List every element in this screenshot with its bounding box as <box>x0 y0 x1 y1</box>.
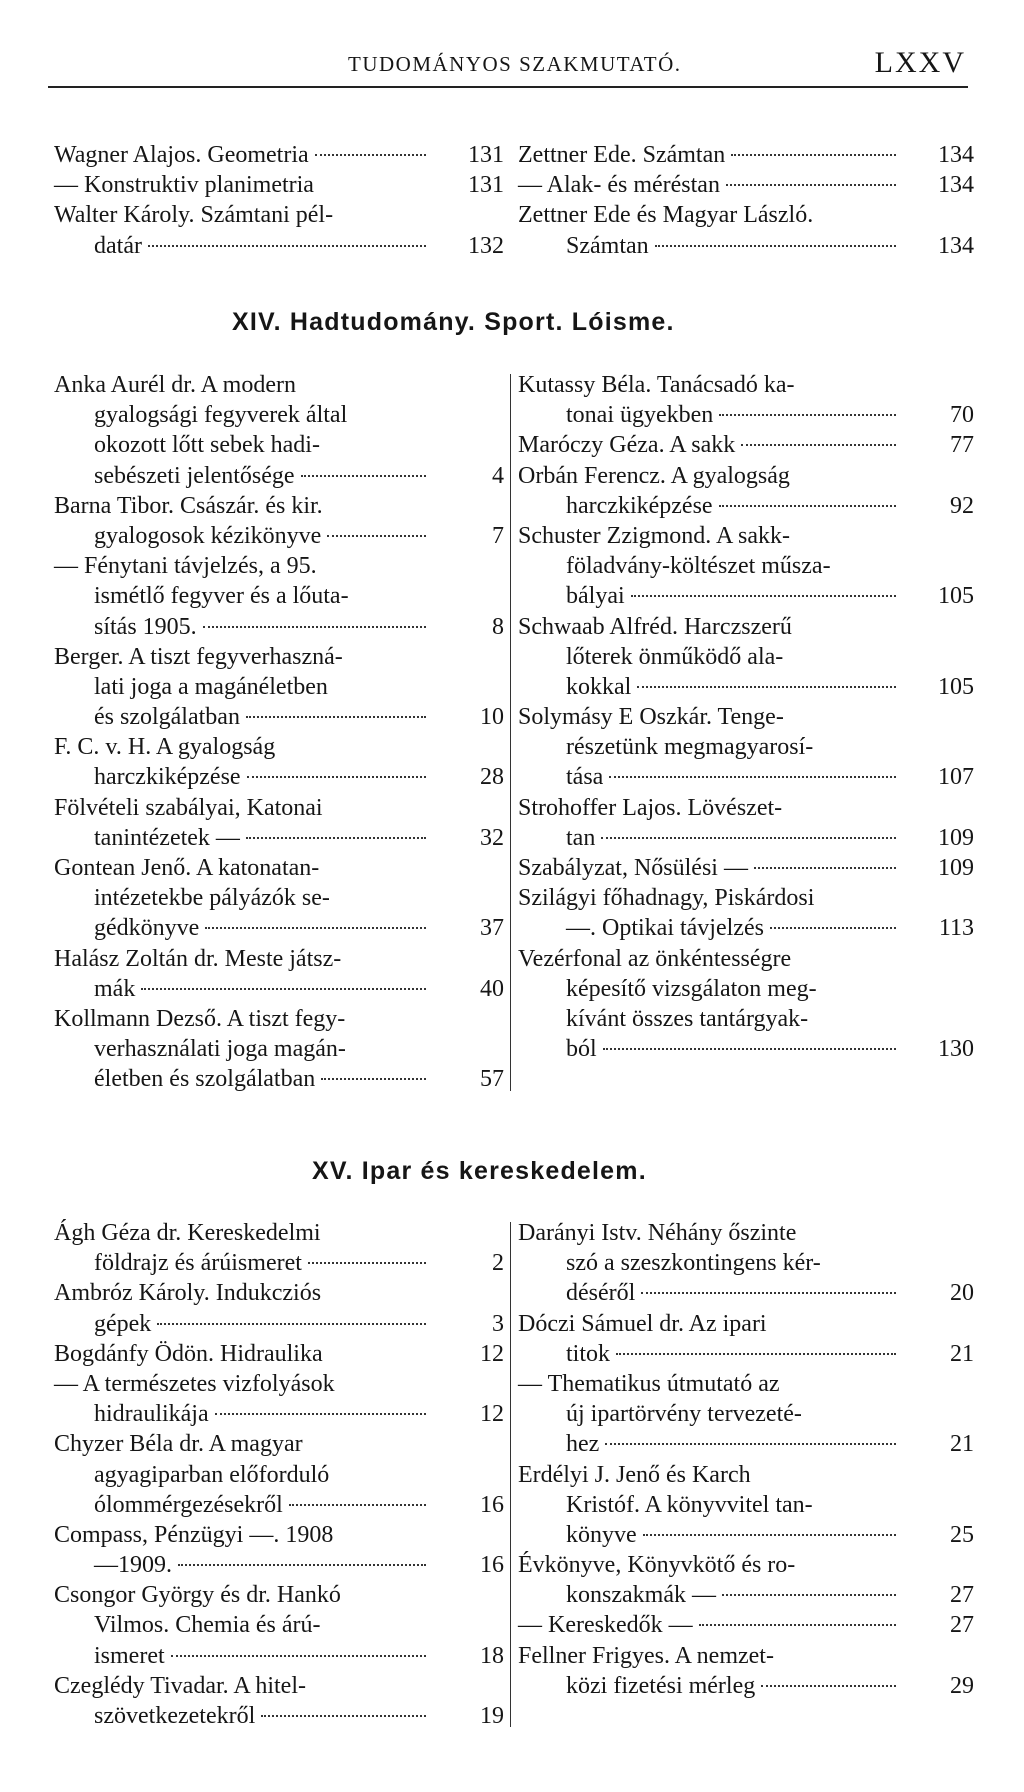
page-ref: 18 <box>480 1642 504 1669</box>
page-ref: 16 <box>480 1491 504 1518</box>
running-head <box>48 38 976 86</box>
entry-text: sítás 1905. <box>94 613 197 640</box>
dot-leader <box>719 505 896 507</box>
entry-text: kívánt összes tantárgyak- <box>566 1005 809 1032</box>
entry-text: Évkönyve, Könyvkötő és ro- <box>518 1552 796 1579</box>
index-line <box>0 1034 1024 1064</box>
dot-leader <box>603 1048 896 1050</box>
page-ref: 3 <box>492 1310 504 1337</box>
entry-text: új ipartörvény tervezeté- <box>566 1401 802 1428</box>
right-column <box>0 370 1024 1064</box>
page-ref: 12 <box>480 1401 504 1428</box>
entry-text: sebészeti jelentősége <box>94 462 295 489</box>
page-ref: 28 <box>480 764 504 791</box>
entry-text: hez <box>566 1431 600 1458</box>
entry-text: szövetkezetekről <box>94 1703 256 1729</box>
entry-text: Schuster Zzigmond. A sakk- <box>518 522 790 549</box>
entry-text: Számtan <box>566 232 649 259</box>
index-line <box>0 1520 1024 1550</box>
entry-text: Halász Zoltán dr. Meste játsz- <box>54 945 342 972</box>
index-line <box>0 140 1024 170</box>
page-ref: 134 <box>938 172 974 199</box>
index-line <box>0 853 1024 883</box>
page-ref: 2 <box>492 1250 504 1277</box>
entry-text: Ambróz Károly. Indukcziós <box>54 1280 322 1307</box>
entry-text: részetünk megmagyarosí- <box>566 734 814 761</box>
index-line <box>0 551 1024 581</box>
page-ref: 40 <box>480 975 504 1002</box>
entry-text: bályai <box>566 583 625 610</box>
index-line <box>0 170 1024 200</box>
entry-text: datár <box>94 232 142 259</box>
index-line <box>0 913 1024 943</box>
entry-text: gédkönyve <box>94 915 200 942</box>
entry-text: déséről <box>566 1280 636 1307</box>
page-ref: 10 <box>480 704 504 731</box>
dot-leader <box>643 1534 896 1536</box>
entry-text: lőterek önműködő ala- <box>566 643 784 670</box>
entry-text: — Fénytani távjelzés, a 95. <box>54 553 317 580</box>
entry-text: tan <box>566 824 596 851</box>
index-line <box>0 642 1024 672</box>
entry-text: —1909. <box>94 1552 172 1579</box>
dot-leader <box>719 414 896 416</box>
index-line <box>0 1399 1024 1429</box>
entry-text: — Konstruktiv planimetria <box>54 172 314 199</box>
entry-text: Gontean Jenő. A katonatan- <box>54 855 320 881</box>
index-line <box>0 430 1024 460</box>
entry-text: képesítő vizsgálaton meg- <box>566 975 817 1002</box>
entry-text: Csongor György és dr. Hankó <box>54 1582 341 1609</box>
page-ref: 77 <box>950 432 974 459</box>
entry-text: Fölvételi szabályai, Katonai <box>54 794 323 821</box>
entry-text: harczkiképzése <box>566 492 713 519</box>
page-ref: 105 <box>938 583 974 610</box>
index-line <box>0 461 1024 491</box>
page-ref: 19 <box>480 1703 504 1729</box>
dot-leader <box>754 867 896 869</box>
entry-text: — A természetes vizfolyások <box>54 1370 335 1397</box>
index-line <box>0 1064 1024 1094</box>
entry-text: Walter Károly. Számtani pél- <box>54 202 334 229</box>
entry-text: közi fizetési mérleg <box>566 1672 756 1699</box>
index-line <box>0 400 1024 430</box>
entry-text: intézetekbe pályázók se- <box>94 885 330 912</box>
index-line <box>0 1671 1024 1701</box>
page-ref: 70 <box>950 402 974 429</box>
right-column <box>0 1218 1024 1701</box>
dot-leader <box>726 184 896 186</box>
entry-text: hidraulikája <box>94 1401 209 1428</box>
entry-text: mák <box>94 975 136 1002</box>
entry-text: kokkal <box>566 673 632 700</box>
dot-leader <box>637 686 896 688</box>
index-line <box>0 231 1024 261</box>
entry-text: Szilágyi főhadnagy, Piskárdosi <box>518 885 815 912</box>
entry-text: Chyzer Béla dr. A magyar <box>54 1431 303 1458</box>
entry-text: Szabályzat, Nősülési — <box>518 855 748 881</box>
entry-text: verhasználati joga magán- <box>94 1036 346 1063</box>
column-divider <box>510 374 511 1091</box>
entry-text: titok <box>566 1340 611 1367</box>
dot-leader <box>655 245 896 247</box>
index-line <box>0 732 1024 762</box>
entry-text: gyalogosok kézikönyve <box>94 522 322 549</box>
dot-leader <box>741 444 896 446</box>
page-ref: 109 <box>938 855 974 881</box>
entry-text: Ágh Géza dr. Kereskedelmi <box>54 1220 321 1246</box>
entry-text: szó a szeszkontingens kér- <box>566 1250 821 1277</box>
column-divider <box>510 1222 511 1727</box>
page-ref: 130 <box>938 1036 974 1063</box>
page-ref: 7 <box>492 522 504 549</box>
page-ref: 8 <box>492 613 504 640</box>
page-ref: 134 <box>938 232 974 259</box>
index-line <box>0 944 1024 974</box>
entry-text: okozott lőtt sebek hadi- <box>94 432 320 459</box>
index-line <box>0 581 1024 611</box>
entry-text: Bogdánfy Ödön. Hidraulika <box>54 1340 323 1367</box>
page-ref: 131 <box>468 172 504 199</box>
entry-text: F. C. v. H. A gyalogság <box>54 734 276 761</box>
index-line <box>0 370 1024 400</box>
dot-leader <box>321 1078 426 1080</box>
dot-leader <box>616 1353 896 1355</box>
entry-text: Solymásy E Oszkár. Tenge- <box>518 704 784 731</box>
index-line <box>0 1218 1024 1248</box>
page-ref: 92 <box>950 492 974 519</box>
index-line <box>0 1369 1024 1399</box>
index-line <box>0 1610 1024 1640</box>
dot-leader <box>609 776 896 778</box>
entry-text: és szolgálatban <box>94 704 240 731</box>
running-title: TUDOMÁNYOS SZAKMUTATÓ. <box>348 52 682 76</box>
dot-leader <box>601 837 896 839</box>
entry-text: gyalogsági fegyverek által <box>94 402 348 429</box>
page-ref: 57 <box>480 1066 504 1093</box>
page-ref: 16 <box>480 1552 504 1579</box>
index-line <box>0 1004 1024 1034</box>
entry-text: Berger. A tiszt fegyverhaszná- <box>54 643 343 670</box>
entry-text: — Alak- és méréstan <box>518 172 720 199</box>
index-line <box>0 200 1024 230</box>
entry-text: Vezérfonal az önkéntességre <box>518 945 792 972</box>
page-ref: 109 <box>938 824 974 851</box>
dot-leader <box>605 1443 896 1445</box>
page-number: LXXV <box>874 46 966 79</box>
page-ref: 32 <box>480 824 504 851</box>
index-line <box>0 1701 1024 1731</box>
entry-text: Strohoffer Lajos. Lövészet- <box>518 794 783 821</box>
entry-text: Fellner Frigyes. A nemzet- <box>518 1642 774 1669</box>
entry-text: Dóczi Sámuel dr. Az ipari <box>518 1310 767 1337</box>
entry-text: tása <box>566 764 604 791</box>
page-ref: 21 <box>950 1431 974 1458</box>
entry-text: Kollmann Dezső. A tiszt fegy- <box>54 1005 346 1032</box>
entry-text: — Thematikus útmutató az <box>518 1370 780 1397</box>
entry-text: Zettner Ede és Magyar László. <box>518 202 814 229</box>
entry-text: Vilmos. Chemia és árú- <box>94 1612 321 1639</box>
dot-leader <box>761 1685 896 1687</box>
page-ref: 12 <box>480 1340 504 1367</box>
entry-text: harczkiképzése <box>94 764 241 791</box>
index-line <box>0 762 1024 792</box>
entry-text: ólommérgezésekről <box>94 1491 283 1518</box>
entry-text: tanintézetek — <box>94 824 240 851</box>
page-ref: 27 <box>950 1582 974 1609</box>
index-line <box>0 1460 1024 1490</box>
entry-text: Czeglédy Tivadar. A hitel- <box>54 1672 306 1699</box>
dot-leader <box>722 1594 896 1596</box>
entry-text: földrajz és árúismeret <box>94 1250 302 1277</box>
page-ref: 29 <box>950 1672 974 1699</box>
index-line <box>0 612 1024 642</box>
page-ref: 132 <box>468 232 504 259</box>
entry-text: föladvány-költészet műsza- <box>566 553 831 580</box>
entry-text: ismétlő fegyver és a lőuta- <box>94 583 349 610</box>
entry-text: agyagiparban előforduló <box>94 1461 330 1488</box>
entry-text: Erdélyi J. Jenő és Karch <box>518 1461 751 1488</box>
entry-text: —. Optikai távjelzés <box>566 915 764 942</box>
header-rule <box>48 86 968 88</box>
page-ref: 134 <box>938 142 974 168</box>
page-ref: 105 <box>938 673 974 700</box>
index-line <box>0 1490 1024 1520</box>
dot-leader <box>731 154 896 156</box>
index-line <box>0 521 1024 551</box>
entry-text: ból <box>566 1036 597 1063</box>
entry-text: — Kereskedők — <box>518 1612 693 1639</box>
dot-leader <box>261 1715 426 1717</box>
index-line <box>0 1550 1024 1580</box>
index-line <box>0 1580 1024 1610</box>
entry-text: ismeret <box>94 1642 165 1669</box>
entry-text: Zettner Ede. Számtan <box>518 142 726 168</box>
entry-text: Orbán Ferencz. A gyalogság <box>518 462 790 489</box>
index-line <box>0 823 1024 853</box>
page-ref: 131 <box>468 142 504 168</box>
entry-text: lati joga a magánéletben <box>94 673 328 700</box>
entry-text: Anka Aurél dr. A modern <box>54 372 296 398</box>
page-ref: 4 <box>492 462 504 489</box>
dot-leader <box>770 927 896 929</box>
section-heading: XV. Ipar és kereskedelem. <box>312 1157 647 1185</box>
entry-text: Barna Tibor. Császár. és kir. <box>54 492 323 519</box>
dot-leader <box>641 1292 896 1294</box>
dot-leader <box>699 1624 896 1626</box>
entry-text: Compass, Pénzügyi —. 1908 <box>54 1521 334 1548</box>
index-line <box>0 793 1024 823</box>
index-line <box>0 1278 1024 1308</box>
section-heading: XIV. Hadtudomány. Sport. Lóisme. <box>232 308 675 336</box>
index-line <box>0 1641 1024 1671</box>
page-ref: 107 <box>938 764 974 791</box>
page-ref: 27 <box>950 1612 974 1639</box>
index-line <box>0 672 1024 702</box>
page-ref: 113 <box>938 915 974 942</box>
index-line <box>0 1248 1024 1278</box>
index-line <box>0 491 1024 521</box>
index-line <box>0 883 1024 913</box>
page-ref: 20 <box>950 1280 974 1307</box>
index-line <box>0 702 1024 732</box>
entry-text: könyve <box>566 1521 637 1548</box>
index-line <box>0 1339 1024 1369</box>
entry-text: gépek <box>94 1310 152 1337</box>
index-line <box>0 1309 1024 1339</box>
entry-text: tonai ügyekben <box>566 402 714 429</box>
index-line <box>0 974 1024 1004</box>
entry-text: Kristóf. A könyvvitel tan- <box>566 1491 813 1518</box>
page-ref: 21 <box>950 1340 974 1367</box>
right-column <box>0 140 1024 261</box>
entry-text: életben és szolgálatban <box>94 1066 316 1093</box>
entry-text: Darányi Istv. Néhány őszinte <box>518 1220 797 1246</box>
index-line <box>0 1429 1024 1459</box>
page-ref: 37 <box>480 915 504 942</box>
entry-text: Maróczy Géza. A sakk <box>518 432 736 459</box>
entry-text: Schwaab Alfréd. Harczszerű <box>518 613 792 640</box>
dot-leader <box>631 595 896 597</box>
entry-text: konszakmák — <box>566 1582 716 1609</box>
entry-text: Kutassy Béla. Tanácsadó ka- <box>518 372 795 398</box>
entry-text: Wagner Alajos. Geometria <box>54 142 309 168</box>
page-ref: 25 <box>950 1521 974 1548</box>
